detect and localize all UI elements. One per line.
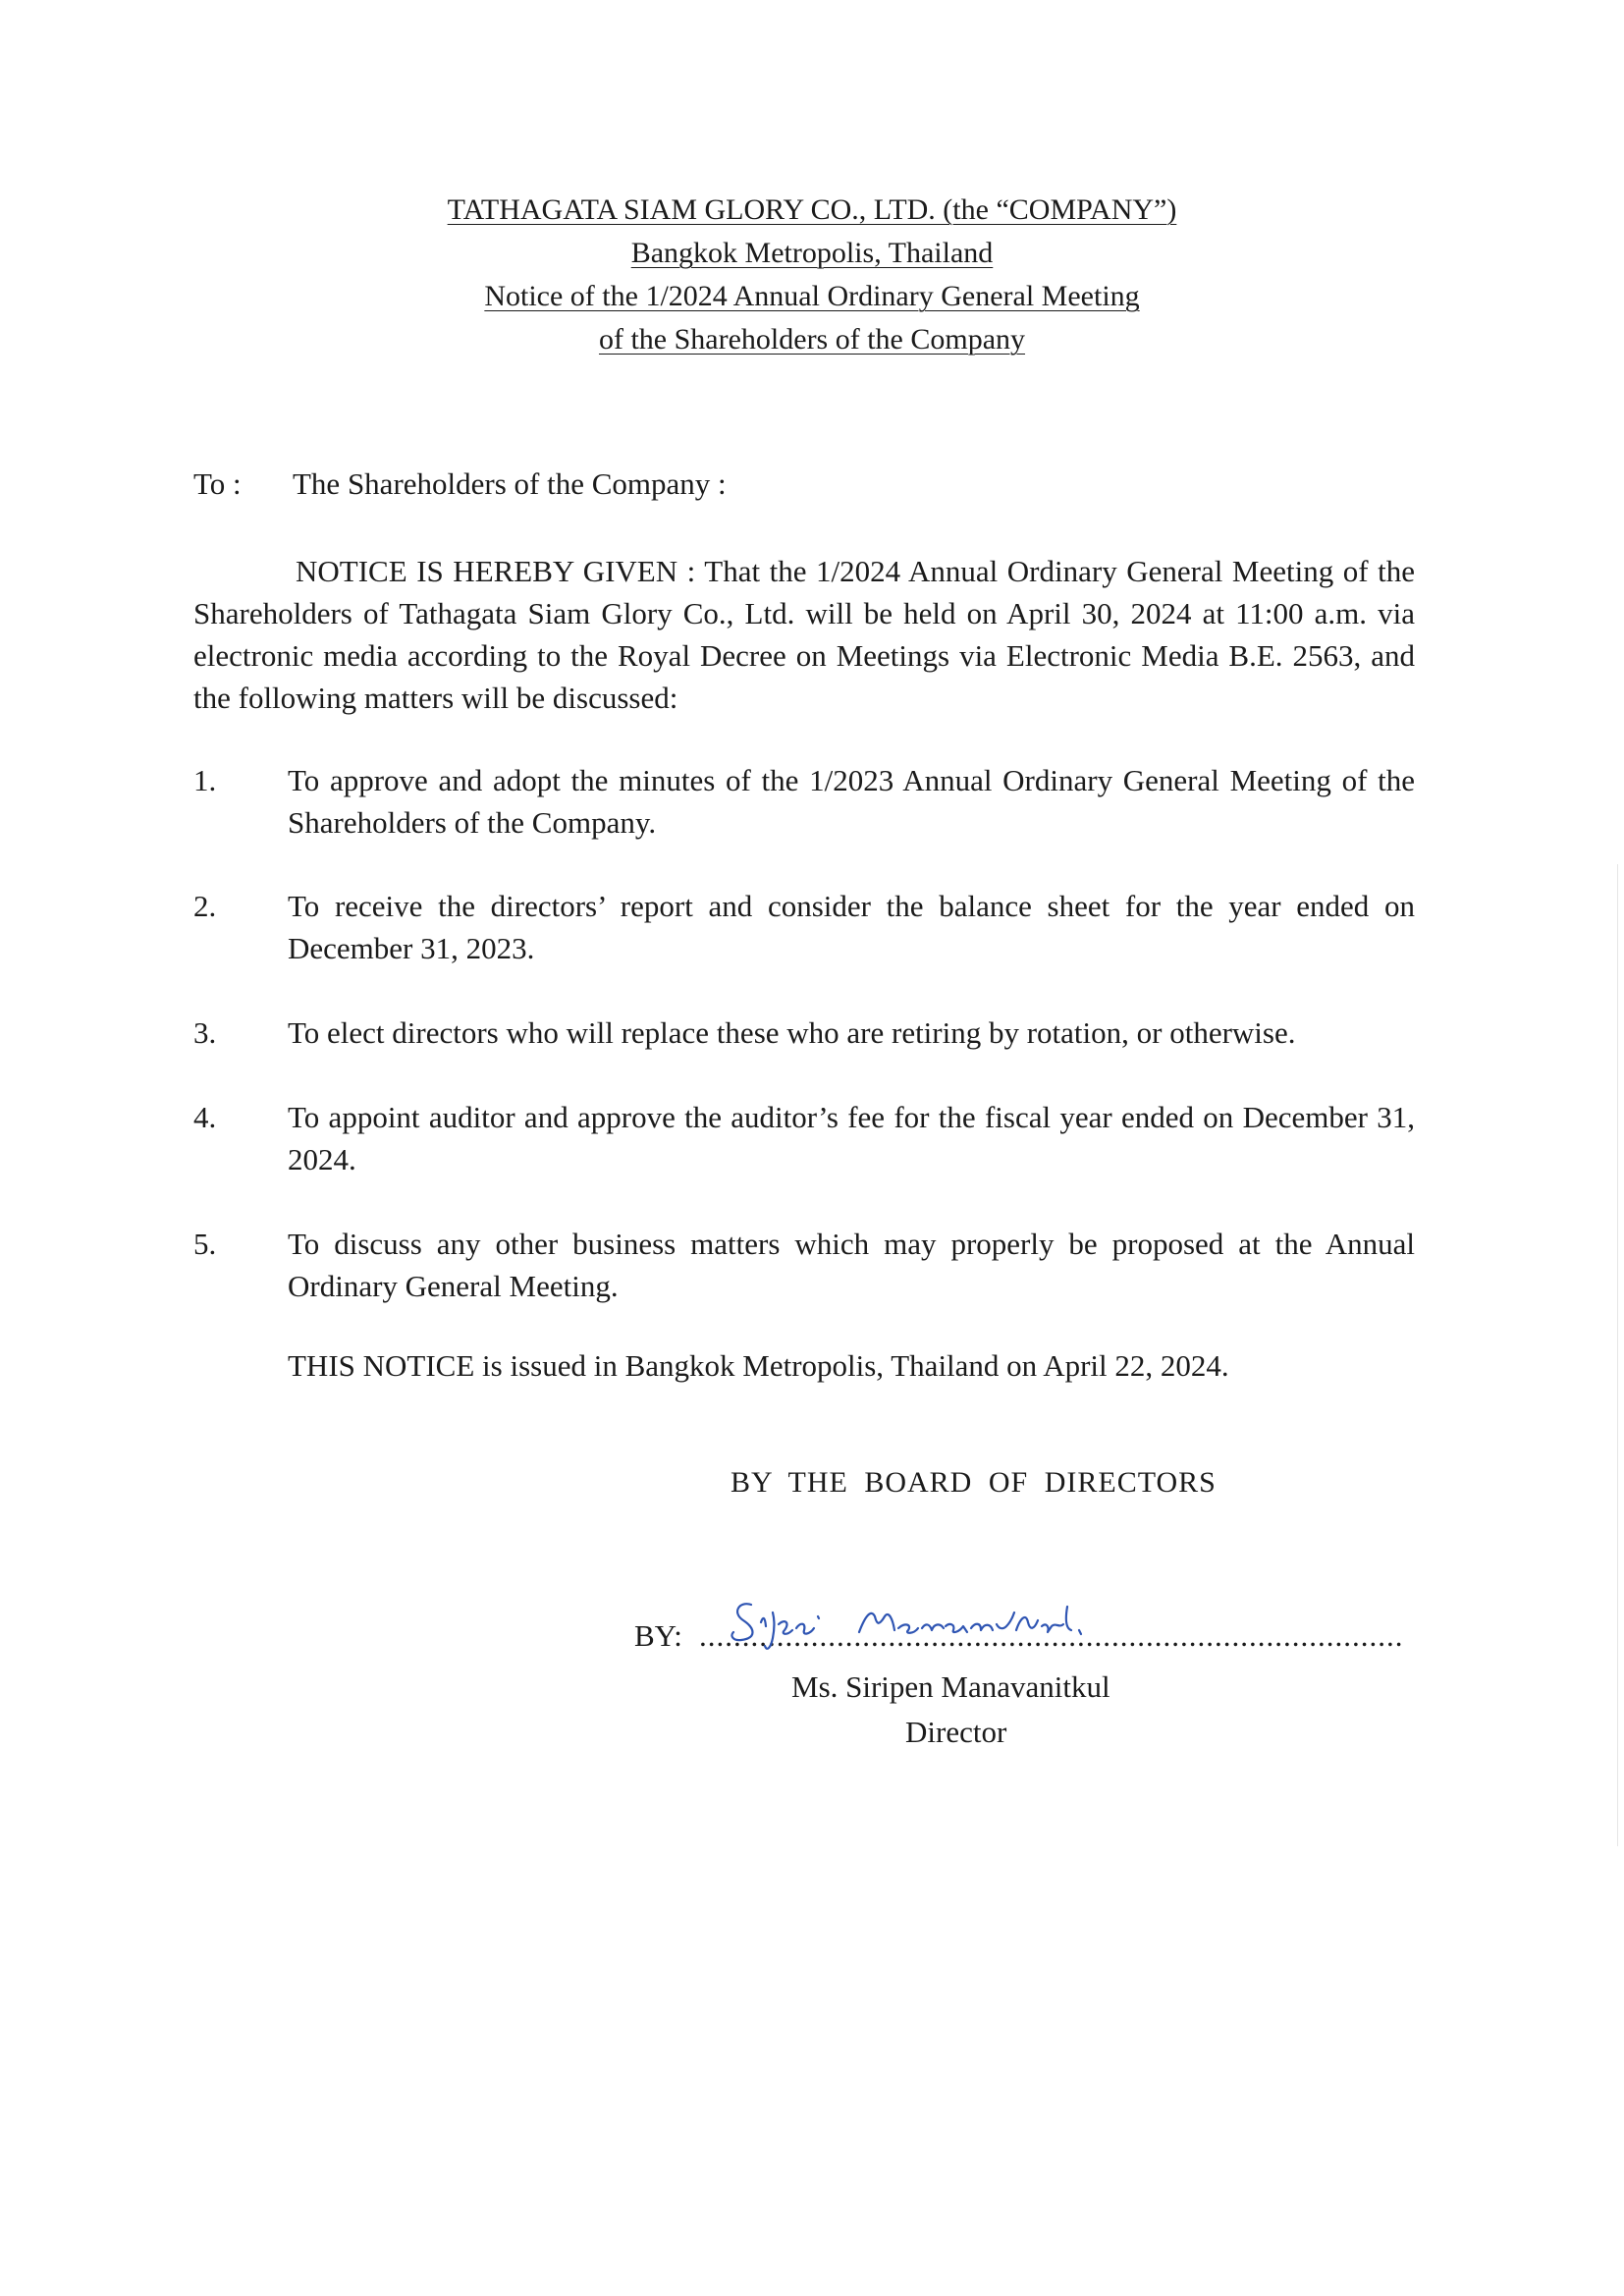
signature-by-label: BY: [634, 1618, 682, 1653]
signer-title: Director [905, 1715, 1007, 1749]
notice-title: Notice of the 1/2024 Annual Ordinary General Meeting [484, 280, 1140, 312]
agenda-text: To appoint auditor and approve the auditor’s fee for the fiscal year ended on December 31, 2024. [288, 1100, 1415, 1176]
company-name: TATHAGATA SIAM GLORY CO., LTD. (the “COMPANY”) [447, 193, 1177, 226]
signature-line: .................................................................................. [699, 1618, 1404, 1653]
board-of-directors-line: BY THE BOARD OF DIRECTORS [731, 1466, 1217, 1499]
notice-subtitle: of the Shareholders of the Company [598, 323, 1026, 355]
intro-paragraph: NOTICE IS HEREBY GIVEN : That the 1/2024 Annual Ordinary General Meeting of the Shareholders of Tathagata Siam Glory Co., Ltd. will be held on April 30, 2024 at 11:00 a.m. via electronic media according to the Royal Decree on Meetings via Electronic Media B.E. 2563, and the following matters will be discussed: [193, 554, 1415, 715]
company-location: Bangkok Metropolis, Thailand [630, 237, 994, 269]
agenda-text: To elect directors who will replace these who are retiring by rotation, or otherwise. [288, 1015, 1296, 1050]
signer-name: Ms. Siripen Manavanitkul [791, 1669, 1110, 1704]
agenda-number: 4. [193, 1100, 217, 1134]
document-header [0, 189, 1624, 361]
addressee-text: The Shareholders of the Company : [293, 466, 727, 501]
agenda-number: 2. [193, 889, 217, 923]
agenda-text: To approve and adopt the minutes of the 1/2023 Annual Ordinary General Meeting of the Shareholders of the Company. [288, 763, 1415, 840]
agenda-text: To discuss any other business matters which may properly be proposed at the Annual Ordinary General Meeting. [288, 1227, 1415, 1303]
addressee-label: To : [193, 466, 242, 501]
handwritten-signature [722, 1583, 1134, 1662]
scan-edge-line [1617, 864, 1618, 1846]
agenda-number: 5. [193, 1227, 217, 1261]
closing-statement: THIS NOTICE is issued in Bangkok Metropolis, Thailand on April 22, 2024. [288, 1348, 1229, 1383]
agenda-text: To receive the directors’ report and consider the balance sheet for the year ended on December 31, 2023. [288, 889, 1415, 965]
agenda-number: 1. [193, 763, 217, 797]
agenda-number: 3. [193, 1015, 217, 1050]
